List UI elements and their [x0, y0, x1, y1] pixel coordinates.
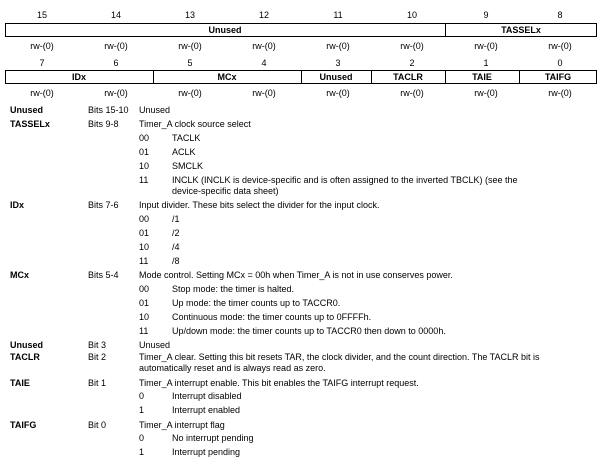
bit-number-11: 11: [333, 10, 343, 20]
access-bit-12: rw-(0): [252, 41, 276, 51]
bit-number-7: 7: [39, 58, 45, 68]
value-code: 00: [139, 214, 150, 224]
value-text: /2: [172, 228, 180, 238]
value-code: 00: [139, 133, 150, 143]
value-text: Stop mode: the timer is halted.: [172, 284, 295, 294]
desc-name: TAIFG: [10, 420, 37, 430]
desc-bits: Bit 1: [88, 378, 107, 388]
value-code: 10: [139, 242, 150, 252]
value-text: Up/down mode: the timer counts up to TACCR0 then down to 0000h.: [172, 326, 446, 336]
bit-number-10: 10: [406, 10, 417, 20]
desc-unused-high: [0, 105, 600, 116]
bit-number-13: 13: [184, 10, 195, 20]
value-text: Interrupt disabled: [172, 391, 242, 401]
value-text: TACLK: [172, 133, 201, 143]
desc-bits: Bits 5-4: [88, 270, 119, 280]
access-bit-9: rw-(0): [474, 41, 498, 51]
bit-number-6: 6: [113, 58, 119, 68]
value-code: 0: [139, 391, 145, 401]
field-taie: TAIE: [472, 72, 492, 82]
access-bit-3: rw-(0): [326, 88, 350, 98]
desc-taifg: [0, 420, 600, 431]
value-text: Interrupt pending: [172, 447, 241, 457]
value-text: device-specific data sheet): [172, 186, 279, 196]
access-bit-1: rw-(0): [474, 88, 498, 98]
field-mc: MCx: [217, 72, 237, 82]
value-row: [0, 405, 600, 416]
desc-name: Unused: [10, 340, 44, 350]
value-row: [0, 242, 600, 253]
value-text: SMCLK: [172, 161, 204, 171]
bit-number-5: 5: [187, 58, 193, 68]
value-row: [0, 433, 600, 444]
value-row: [0, 228, 600, 239]
desc-name: IDx: [10, 200, 25, 210]
field-tassel: TASSELx: [501, 25, 541, 35]
bit-number-4: 4: [261, 58, 267, 68]
value-row: [0, 284, 600, 295]
desc-bits: Bit 2: [88, 352, 107, 362]
access-bit-7: rw-(0): [30, 88, 54, 98]
field-unused-high: Unused: [208, 25, 242, 35]
value-code: 10: [139, 161, 150, 171]
value-row: [0, 133, 600, 144]
value-row: [0, 298, 600, 309]
value-row: [0, 312, 600, 323]
value-row: [0, 147, 600, 158]
desc-text: Timer_A clear. Setting this bit resets TAR, the clock divider, and the count direction. The TACLR bit is: [139, 352, 540, 362]
value-code: 11: [139, 256, 149, 266]
field-taclr: TACLR: [393, 72, 423, 82]
desc-text: Mode control. Setting MCx = 00h when Timer_A is not in use conserves power.: [139, 270, 453, 280]
desc-text: Input divider. These bits select the divider for the input clock.: [139, 200, 380, 210]
bit-number-2: 2: [409, 58, 415, 68]
desc-bits: Bit 0: [88, 420, 107, 430]
value-code: 1: [139, 405, 145, 415]
desc-taclr: [0, 352, 600, 363]
value-code: 1: [139, 447, 145, 457]
value-text: /4: [172, 242, 180, 252]
desc-bits: Bits 15-10: [88, 105, 129, 115]
desc-tassel: [0, 119, 600, 130]
value-code: 01: [139, 228, 150, 238]
desc-bits: Bits 9-8: [88, 119, 119, 129]
desc-bits: Bits 7-6: [88, 200, 119, 210]
value-code: 11: [139, 175, 149, 185]
value-row-continued: [0, 186, 600, 197]
value-text: /1: [172, 214, 180, 224]
access-bit-2: rw-(0): [400, 88, 424, 98]
desc-taclr-continued: [0, 363, 600, 374]
desc-text: Timer_A interrupt flag: [139, 420, 225, 430]
access-bit-15: rw-(0): [30, 41, 54, 51]
access-bit-8: rw-(0): [548, 41, 572, 51]
value-row: [0, 447, 600, 458]
value-row: [0, 326, 600, 337]
value-row: [0, 214, 600, 225]
bit-number-14: 14: [110, 10, 121, 20]
value-text: INCLK (INCLK is device-specific and is often assigned to the inverted TBCLK) (see the: [172, 175, 518, 185]
bit-number-15: 15: [36, 10, 47, 20]
access-bit-0: rw-(0): [548, 88, 572, 98]
bit-number-0: 0: [557, 58, 563, 68]
access-bit-5: rw-(0): [178, 88, 202, 98]
access-bit-13: rw-(0): [178, 41, 202, 51]
field-id: IDx: [71, 72, 86, 82]
bit-number-12: 12: [258, 10, 269, 20]
value-row: [0, 391, 600, 402]
field-taifg: TAIFG: [544, 72, 572, 82]
access-bit-11: rw-(0): [326, 41, 350, 51]
desc-id: [0, 200, 600, 211]
desc-name: TASSELx: [10, 119, 50, 129]
access-bit-4: rw-(0): [252, 88, 276, 98]
value-code: 00: [139, 284, 150, 294]
value-code: 10: [139, 312, 150, 322]
value-row: [0, 256, 600, 267]
desc-text: Timer_A interrupt enable. This bit enables the TAIFG interrupt request.: [139, 378, 419, 388]
desc-taie: [0, 378, 600, 389]
access-bit-14: rw-(0): [104, 41, 128, 51]
bit-number-3: 3: [335, 58, 341, 68]
desc-text: Unused: [139, 340, 171, 350]
desc-text: automatically reset and is always read as zero.: [139, 363, 326, 373]
value-code: 01: [139, 298, 150, 308]
field-unused-bit3: Unused: [319, 72, 353, 82]
value-code: 0: [139, 433, 145, 443]
value-text: Up mode: the timer counts up to TACCR0.: [172, 298, 341, 308]
desc-bits: Bit 3: [88, 340, 107, 350]
value-row: [0, 161, 600, 172]
value-text: ACLK: [172, 147, 196, 157]
desc-name: TAIE: [10, 378, 30, 388]
value-text: No interrupt pending: [172, 433, 254, 443]
desc-text: Timer_A clock source select: [139, 119, 251, 129]
value-text: Continuous mode: the timer counts up to 0FFFFh.: [172, 312, 372, 322]
desc-name: Unused: [10, 105, 44, 115]
access-bit-6: rw-(0): [104, 88, 128, 98]
value-code: 11: [139, 326, 149, 336]
desc-name: TACLR: [10, 352, 40, 362]
desc-name: MCx: [10, 270, 30, 280]
bit-number-1: 1: [483, 58, 489, 68]
access-bit-10: rw-(0): [400, 41, 424, 51]
value-row: [0, 175, 600, 186]
desc-text: Unused: [139, 105, 171, 115]
desc-unused-bit3: [0, 340, 600, 351]
bit-number-9: 9: [483, 10, 489, 20]
value-code: 01: [139, 147, 150, 157]
value-text: Interrupt enabled: [172, 405, 241, 415]
desc-mc: [0, 270, 600, 281]
value-text: /8: [172, 256, 180, 266]
bit-number-8: 8: [557, 10, 563, 20]
